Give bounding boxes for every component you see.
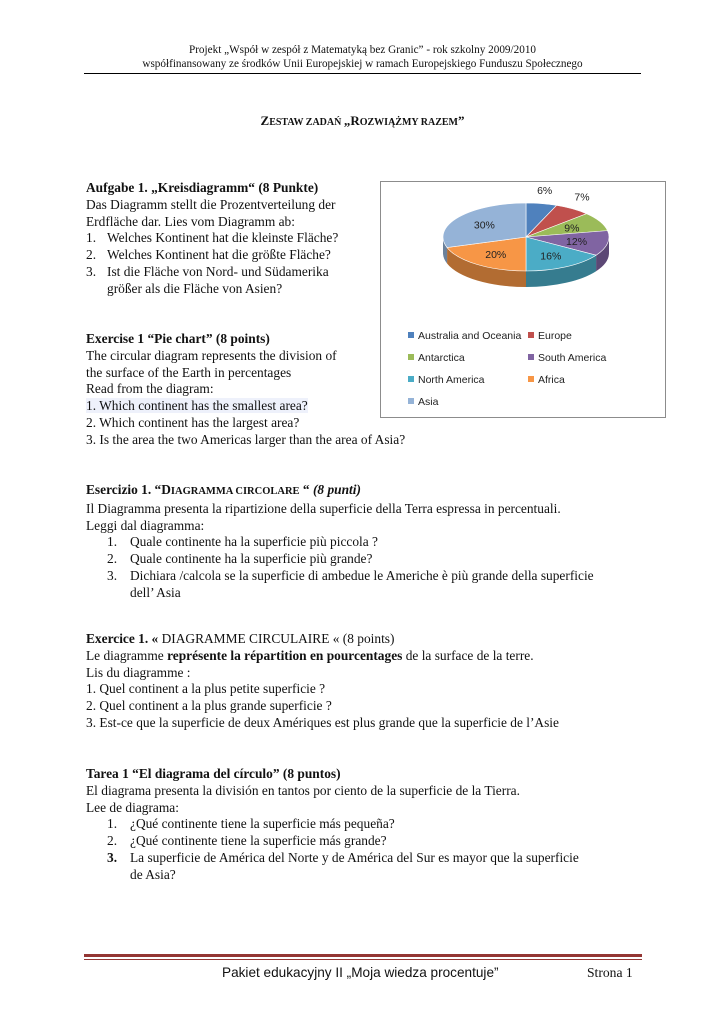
legend-item — [408, 396, 438, 408]
text-part: Le diagramme — [86, 647, 168, 663]
legend-item — [408, 352, 465, 364]
french-question: 1. Quel continent a la plus petite superficie ? — [86, 681, 326, 697]
list-number: 1. — [107, 816, 118, 832]
pie-label: 9% — [564, 222, 580, 235]
heading-part: Esercizio 1. “D — [86, 482, 171, 497]
question-text: Welches Kontinent hat die größte Fläche? — [107, 247, 331, 263]
header-divider — [84, 73, 641, 74]
question-text: ¿Qué continente tiene la superficie más grande? — [130, 833, 387, 849]
german-heading: Aufgabe 1. „Kreisdiagramm“ (8 Punkte) — [86, 180, 319, 195]
legend-label: Asia — [418, 396, 439, 408]
french-exercise — [86, 631, 559, 732]
footer-title: Pakiet edukacyjny II „Moja wiedza procentuje” — [222, 965, 499, 980]
legend-label: South America — [538, 352, 607, 364]
text-part: de la surface de la terre. — [402, 647, 534, 663]
pie-chart-canvas — [381, 182, 667, 332]
english-text: the surface of the Earth in percentages — [86, 364, 292, 380]
question-text: Ist die Fläche von Nord- und Südamerika — [107, 263, 329, 279]
spanish-question — [86, 850, 579, 867]
german-question-cont: größer als die Fläche von Asien? — [107, 280, 283, 296]
english-question: 2. Which continent has the largest area? — [86, 414, 300, 430]
footer-divider-thin — [84, 959, 642, 960]
german-text: Das Diagramm stellt die Prozentverteilung der — [86, 196, 336, 212]
italian-text: Il Diagramma presenta la ripartizione della superficie della Terra espressa in percentuali. — [86, 500, 561, 516]
heading-part: Exercice 1. « — [86, 631, 159, 646]
spanish-exercise — [86, 766, 579, 884]
heading-part: IAGRAMMA CIRCOLARE — [170, 486, 300, 497]
legend-label: Africa — [538, 374, 565, 386]
legend-swatch — [528, 354, 534, 360]
page-title — [0, 113, 725, 129]
list-number: 2. — [107, 833, 118, 849]
legend-item — [408, 330, 521, 342]
french-heading — [86, 631, 559, 648]
header-project-line: Projekt „Współ w zespół z Matematyką bez Granic” - rok szkolny 2009/2010 — [188, 44, 537, 56]
text-part: représente la répartition en pourcentages — [167, 647, 403, 663]
spanish-text: Lee de diagrama: — [86, 799, 179, 815]
english-text: The circular diagram represents the division of — [86, 347, 337, 363]
legend-swatch — [408, 376, 414, 382]
list-number: 3. — [107, 849, 118, 865]
header-funding-line: współfinansowany ze środków Unii Europejskiej w ramach Europejskiego Funduszu Społecznego — [142, 58, 583, 70]
german-question — [86, 230, 338, 247]
spanish-question-cont: de Asia? — [130, 866, 176, 882]
question-text: Dichiara /calcola se la superficie di ambedue le Americhe è più grande della superficie — [130, 567, 594, 583]
spanish-heading: Tarea 1 “El diagrama del círculo” (8 puntos) — [86, 766, 341, 781]
heading-part: (8 punti) — [312, 482, 361, 497]
title-part: ” — [457, 113, 465, 128]
footer-divider-thick — [84, 954, 642, 957]
legend-label: Antarctica — [418, 352, 465, 364]
legend-label: North America — [418, 374, 485, 386]
title-part: R — [350, 113, 360, 128]
legend-swatch — [528, 332, 534, 338]
legend-swatch — [408, 398, 414, 404]
italian-text: Leggi dal diagramma: — [86, 517, 205, 533]
pie-label: 30% — [473, 219, 495, 232]
italian-exercise — [86, 482, 594, 602]
question-text: Welches Kontinent hat die kleinste Fläche? — [107, 230, 339, 246]
list-number: 2. — [107, 551, 118, 567]
legend-swatch — [408, 354, 414, 360]
title-part: Z — [260, 113, 270, 128]
pie-label: 16% — [540, 250, 562, 263]
heading-part: “ — [299, 482, 313, 497]
title-part: „ — [343, 113, 351, 128]
list-number: 1. — [86, 230, 97, 246]
question-text: Quale continente ha la superficie più piccola ? — [130, 534, 378, 550]
legend-swatch — [408, 332, 414, 338]
legend-item — [528, 352, 606, 364]
german-question — [86, 264, 338, 281]
english-text: Read from the diagram: — [86, 381, 214, 397]
legend-item — [408, 374, 485, 386]
french-text — [86, 648, 559, 665]
german-question — [86, 247, 338, 264]
legend-label: Australia and Oceania — [418, 330, 522, 342]
italian-question — [86, 568, 594, 585]
question-text: 1. Which continent has the smallest area? — [86, 398, 308, 414]
spanish-question — [86, 833, 579, 850]
list-number: 1. — [107, 534, 118, 550]
title-part: OZWIĄŻMY RAZEM — [359, 117, 458, 128]
french-question: 2. Quel continent a la plus grande superficie ? — [86, 698, 332, 714]
french-text: Lis du diagramme : — [86, 664, 191, 680]
question-text: Quale continente ha la superficie più grande? — [130, 551, 373, 567]
italian-question — [86, 551, 594, 568]
list-number: 2. — [86, 247, 97, 263]
french-question: 3. Est-ce que la superficie de deux Amériques est plus grande que la superficie de l’Asie — [86, 714, 559, 730]
heading-part: DIAGRAMME CIRCULAIRE « (8 points) — [158, 631, 395, 646]
english-question: 3. Is the area the two Americas larger than the area of Asia? — [86, 431, 406, 447]
pie-label: 12% — [566, 235, 588, 248]
pie-label: 20% — [485, 249, 507, 262]
question-text: La superficie de América del Norte y de América del Sur es mayor que la superficie — [130, 849, 579, 865]
title-part: ESTAW ZADAŃ — [269, 117, 344, 128]
question-text: ¿Qué continente tiene la superficie más pequeña? — [130, 816, 395, 832]
italian-question — [86, 534, 594, 551]
german-exercise — [86, 180, 338, 298]
italian-heading — [86, 482, 594, 501]
legend-item — [528, 374, 565, 386]
german-text: Erdfläche dar. Lies vom Diagramm ab: — [86, 213, 295, 229]
legend-label: Europe — [538, 330, 572, 342]
spanish-text: El diagrama presenta la división en tantos por ciento de la superficie de la Tierra. — [86, 782, 520, 798]
list-number: 3. — [107, 567, 118, 583]
english-question — [86, 398, 405, 415]
english-exercise — [86, 331, 405, 449]
list-number: 3. — [86, 263, 97, 279]
legend-item — [528, 330, 572, 342]
pie-label: 7% — [574, 191, 590, 204]
page-number: Strona 1 — [587, 965, 633, 980]
pie-label: 6% — [537, 184, 553, 197]
spanish-question — [86, 816, 579, 833]
english-heading: Exercise 1 “Pie chart” (8 points) — [86, 331, 270, 346]
pie-chart — [380, 181, 666, 418]
legend-swatch — [528, 376, 534, 382]
italian-question-cont: dell’ Asia — [130, 584, 181, 600]
